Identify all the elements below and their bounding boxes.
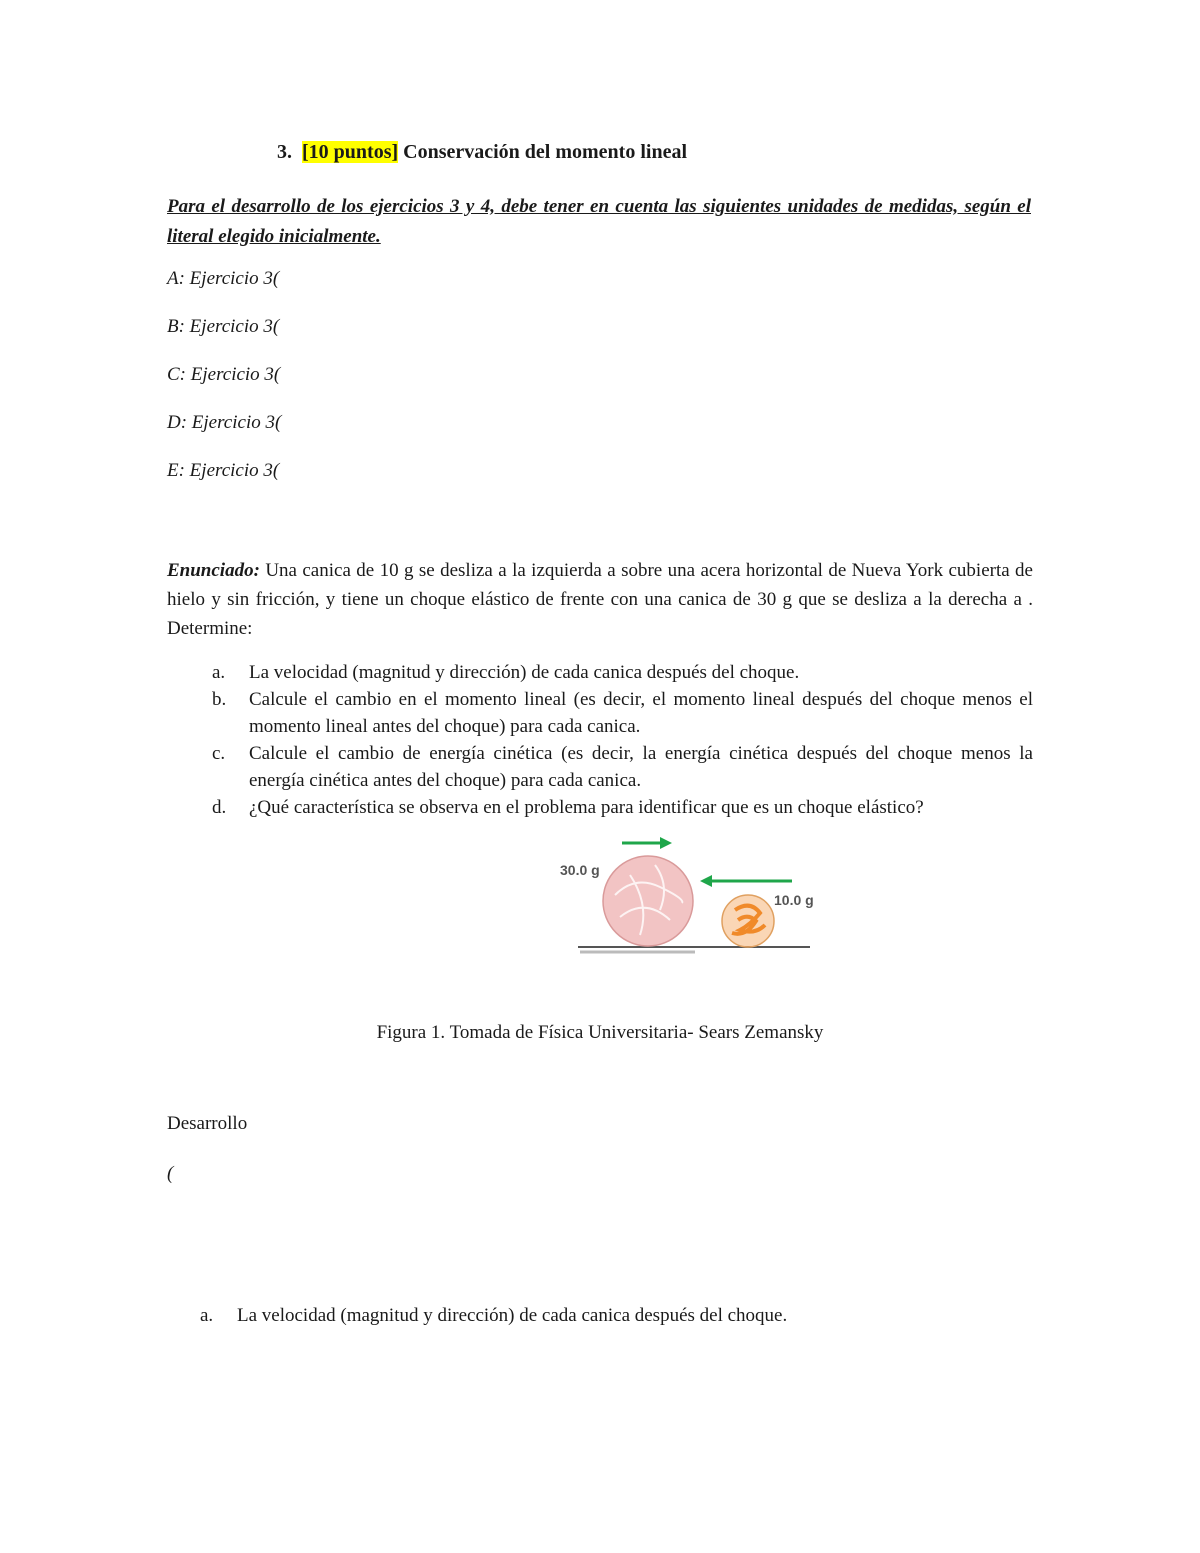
list-marker: b. — [212, 689, 227, 710]
desarrollo-item-text: La velocidad (magnitud y dirección) de cada canica después del choque. — [237, 1305, 788, 1326]
collision-figure — [550, 825, 840, 960]
section-number: 3. — [277, 141, 292, 163]
list-marker: d. — [212, 797, 227, 818]
desarrollo-item — [200, 1305, 787, 1327]
list-item — [212, 740, 1033, 794]
list-marker: a. — [200, 1305, 214, 1326]
option-a: A: Ejercicio 3( — [167, 268, 280, 289]
desarrollo-placeholder: ( — [167, 1163, 174, 1184]
intro-paragraph: Para el desarrollo de los ejercicios 3 y 4, debe tener en cuenta las siguientes unidades de medidas, según el literal elegido inicialmente. — [167, 196, 1031, 247]
option-e: E: Ejercicio 3( — [167, 460, 280, 481]
section-title — [277, 141, 687, 164]
enunciado-label: Enunciado: — [167, 560, 260, 581]
list-item-text: ¿Qué característica se observa en el problema para identificar que es un choque elástico? — [249, 797, 924, 818]
enunciado-paragraph — [167, 556, 1033, 643]
marble-small — [722, 895, 774, 947]
list-item-text: Calcule el cambio de energía cinética (es decir, la energía cinética después del choque menos la energía cinética antes del choque) para cada canica. — [249, 743, 1033, 791]
arrow-left-head-icon — [700, 875, 712, 887]
option-b: B: Ejercicio 3( — [167, 316, 280, 337]
question-list — [212, 659, 1033, 821]
arrow-right-head-icon — [660, 837, 672, 849]
marble-large — [603, 856, 693, 946]
option-d: D: Ejercicio 3( — [167, 412, 282, 433]
list-item — [212, 686, 1033, 740]
desarrollo-heading: Desarrollo — [167, 1113, 248, 1134]
list-marker: c. — [212, 743, 226, 764]
label-large-marble: 30.0 g — [560, 862, 600, 878]
enunciado-text: Una canica de 10 g se desliza a la izquierda a sobre una acera horizontal de Nueva York cubierta de hielo y sin fricción, y tiene un choque elástico de frente con una canica de 30 g que se desliza a la derecha a . Determine: — [167, 560, 1033, 639]
figure-caption: Figura 1. Tomada de Física Universitaria- Sears Zemansky — [376, 1022, 824, 1043]
list-item-text: Calcule el cambio en el momento lineal (es decir, el momento lineal después del choque menos el momento lineal antes del choque) para cada canica. — [249, 689, 1033, 737]
points-highlight: [10 puntos] — [302, 141, 399, 163]
label-small-marble: 10.0 g — [774, 892, 814, 908]
list-item-text: La velocidad (magnitud y dirección) de cada canica después del choque. — [249, 662, 800, 683]
list-marker: a. — [212, 662, 226, 683]
list-item — [212, 659, 1033, 686]
list-item — [212, 794, 1033, 821]
section-title-text: Conservación del momento lineal — [403, 141, 688, 163]
option-c: C: Ejercicio 3( — [167, 364, 281, 385]
